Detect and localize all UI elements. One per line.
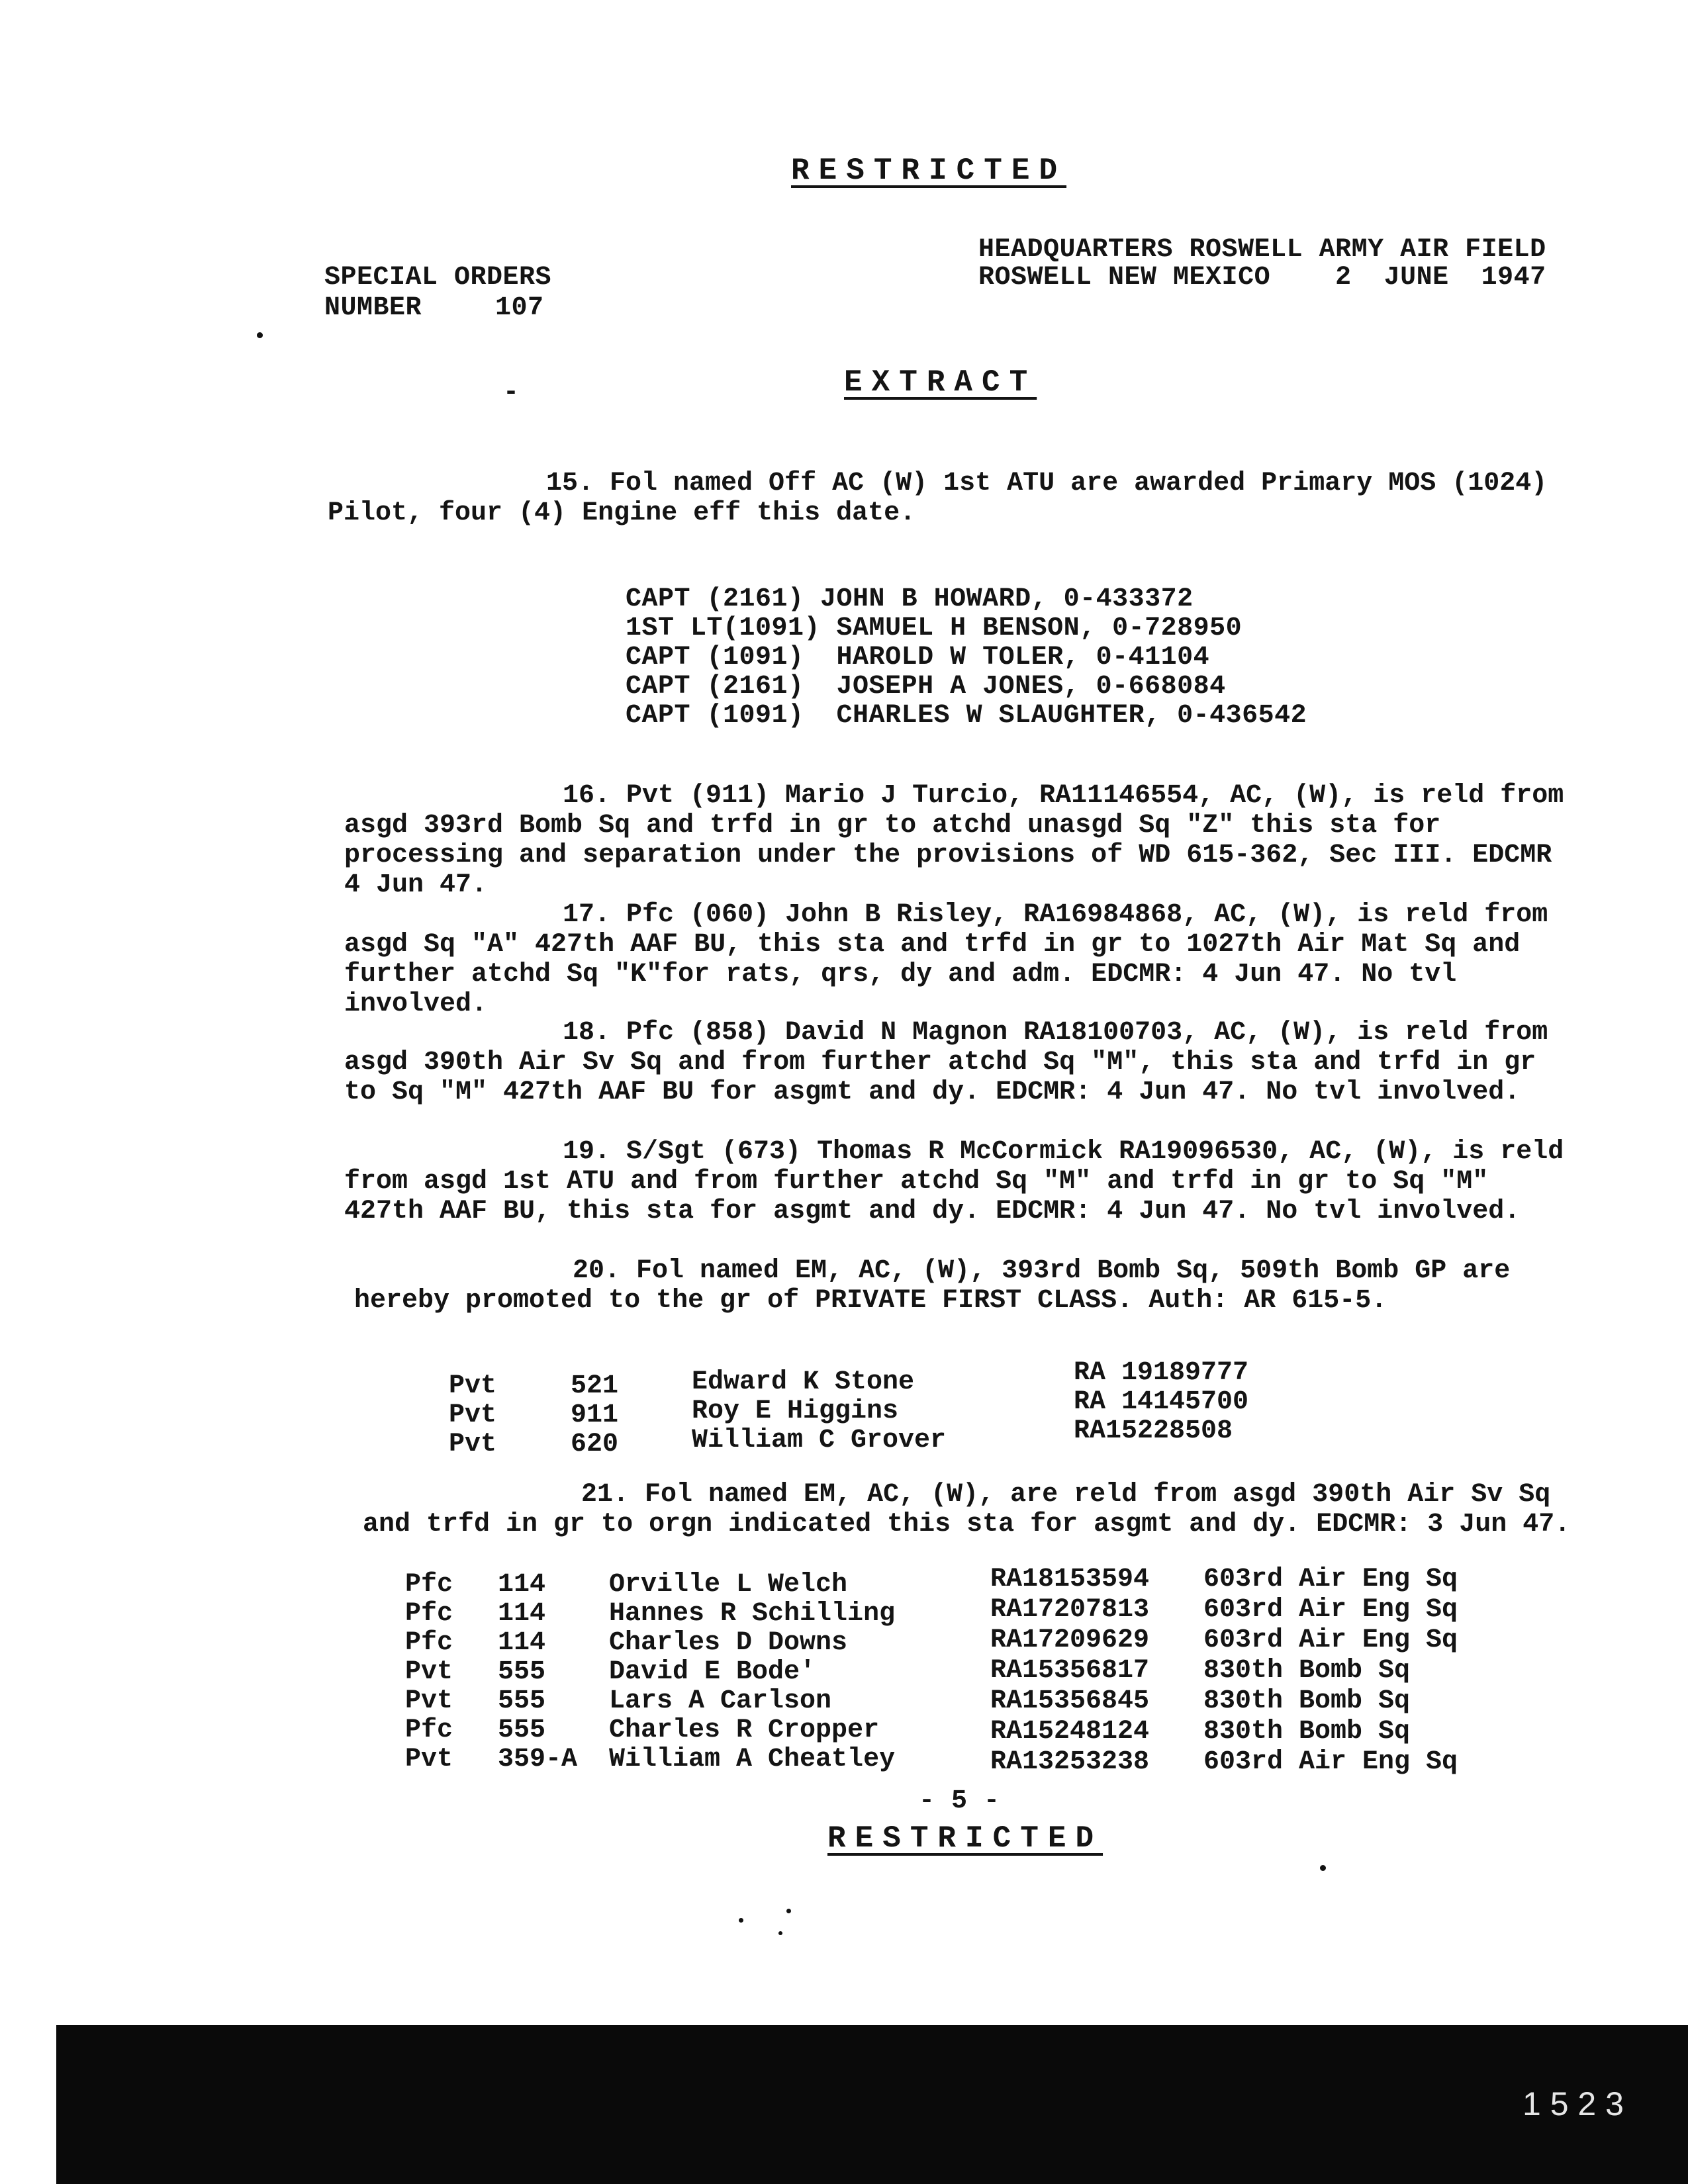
special-orders-label: SPECIAL ORDERS xyxy=(324,263,552,293)
promotion-row-name xyxy=(692,1367,914,1397)
promotion-row-name xyxy=(692,1426,946,1455)
restricted-heading-bottom: RESTRICTED xyxy=(827,1821,1103,1856)
transfer-row-serial: RA17207813 xyxy=(990,1595,1150,1625)
transfer-row-name: David E Bode' xyxy=(609,1657,816,1687)
name: William C Grover xyxy=(692,1426,947,1455)
headquarters-line-1: HEADQUARTERS ROSWELL ARMY AIR FIELD xyxy=(978,235,1546,265)
name: Edward K Stone xyxy=(692,1367,915,1397)
serial: RA 19189777 xyxy=(1074,1358,1249,1388)
transfer-row-name: Charles D Downs xyxy=(609,1628,848,1658)
speck xyxy=(778,1931,782,1935)
transfer-row-serial: RA17209629 xyxy=(990,1625,1150,1655)
grade: Pvt xyxy=(449,1400,497,1430)
officer-line-5: CAPT (1091) CHARLES W SLAUGHTER, 0-436542 xyxy=(626,701,1307,731)
grade: Pvt xyxy=(449,1371,497,1401)
transfer-row-serial: RA18153594 xyxy=(990,1565,1150,1594)
serial: RA15228508 xyxy=(1074,1416,1233,1446)
mos: 620 xyxy=(571,1430,619,1459)
promotion-row xyxy=(449,1430,496,1459)
paragraph-18: 18. Pfc (858) David N Magnon RA18100703, AC, (W), is reld from asgd 390th Air Sv Sq and from further atchd Sq "M", this sta and trfd in gr to Sq "M" 427th AAF BU for asgmt and dy. EDCMR: 4 Jun 47. No tvl involved. xyxy=(344,1018,1548,1107)
film-frame-number: 1 5 2 3 xyxy=(1523,2085,1624,2122)
headquarters-line-2: ROSWELL NEW MEXICO 2 JUNE 1947 xyxy=(978,263,1546,293)
officer-line-3: CAPT (1091) HAROLD W TOLER, 0-41104 xyxy=(626,643,1210,672)
transfer-row-name: Orville L Welch xyxy=(609,1570,848,1600)
promotion-row xyxy=(449,1400,496,1430)
grade: Pvt xyxy=(449,1430,497,1459)
number-value: 107 xyxy=(495,293,544,323)
paragraph-17: 17. Pfc (060) John B Risley, RA16984868, AC, (W), is reld from asgd Sq "A" 427th AAF BU, this sta and trfd in gr to 1027th Air Mat Sq and further atchd Sq "K"for rats, qrs, dy and adm. EDCMR: 4 Jun 47. No tvl involved. xyxy=(344,900,1548,1019)
transfer-row-unit: 830th Bomb Sq xyxy=(1203,1717,1411,1747)
transfer-row-mos: 555 xyxy=(498,1657,546,1687)
transfer-row-mos: 359-A xyxy=(498,1745,578,1774)
transfer-row-grade: Pfc xyxy=(405,1599,453,1629)
officer-line-4: CAPT (2161) JOSEPH A JONES, 0-668084 xyxy=(626,672,1226,702)
extract-heading: EXTRACT xyxy=(844,365,1037,400)
number-label: NUMBER xyxy=(324,293,422,323)
transfer-row-mos: 555 xyxy=(498,1686,546,1716)
officer-line-2: 1ST LT(1091) SAMUEL H BENSON, 0-728950 xyxy=(626,614,1243,643)
transfer-row-grade: Pvt xyxy=(405,1657,453,1687)
transfer-row-unit: 603rd Air Eng Sq xyxy=(1203,1625,1458,1655)
transfer-row-unit: 830th Bomb Sq xyxy=(1203,1686,1411,1716)
transfer-row-mos: 114 xyxy=(498,1570,546,1600)
name: Roy E Higgins xyxy=(692,1396,899,1426)
transfer-row-grade: Pvt xyxy=(405,1745,453,1774)
promotion-row-serial xyxy=(1074,1387,1248,1417)
mos: 911 xyxy=(571,1400,619,1430)
transfer-row-unit: 603rd Air Eng Sq xyxy=(1203,1747,1458,1777)
promotion-row-mos xyxy=(571,1371,618,1401)
transfer-row-name: Charles R Cropper xyxy=(609,1715,880,1745)
speck xyxy=(739,1918,743,1923)
transfer-row-serial: RA15356845 xyxy=(990,1686,1150,1716)
dash-mark: - xyxy=(503,378,520,408)
speck xyxy=(1320,1865,1326,1871)
transfer-row-name: William A Cheatley xyxy=(609,1745,896,1774)
transfer-row-grade: Pfc xyxy=(405,1628,453,1658)
mos: 521 xyxy=(571,1371,619,1401)
promotion-row xyxy=(449,1371,496,1401)
transfer-row-unit: 830th Bomb Sq xyxy=(1203,1656,1411,1686)
transfer-row-serial: RA13253238 xyxy=(990,1747,1150,1777)
promotion-row-serial xyxy=(1074,1358,1248,1388)
page-number: - 5 - xyxy=(919,1786,1000,1816)
transfer-row-grade: Pvt xyxy=(405,1686,453,1716)
restricted-heading-top: RESTRICTED xyxy=(791,154,1067,188)
paragraph-19: 19. S/Sgt (673) Thomas R McCormick RA19096530, AC, (W), is reld from asgd 1st ATU and from further atchd Sq "M" and trfd in gr to Sq "M" 427th AAF BU, this sta for asgmt and dy. EDCMR: 4 Jun 47. No tvl involved. xyxy=(344,1137,1564,1226)
transfer-row-name: Hannes R Schilling xyxy=(609,1599,896,1629)
paragraph-15: 15. Fol named Off AC (W) 1st ATU are awarded Primary MOS (1024) Pilot, four (4) Engine eff this date. xyxy=(328,469,1548,528)
transfer-row-grade: Pfc xyxy=(405,1715,453,1745)
transfer-row-serial: RA15356817 xyxy=(990,1656,1150,1686)
paragraph-20: 20. Fol named EM, AC, (W), 393rd Bomb Sq, 509th Bomb GP are hereby promoted to the gr of PRIVATE FIRST CLASS. Auth: AR 615-5. xyxy=(354,1256,1511,1316)
speck-left xyxy=(257,332,263,338)
paragraph-16: 16. Pvt (911) Mario J Turcio, RA11146554, AC, (W), is reld from asgd 393rd Bomb Sq and trfd in gr to atchd unasgd Sq "Z" this sta for processing and separation under the provisions of WD 615-362, Sec III. EDCMR 4 Jun 47. xyxy=(344,781,1564,900)
promotion-row-mos xyxy=(571,1430,618,1459)
officer-line-1: CAPT (2161) JOHN B HOWARD, 0-433372 xyxy=(626,584,1194,614)
film-edge-bar xyxy=(56,2025,1688,2184)
paragraph-21: 21. Fol named EM, AC, (W), are reld from asgd 390th Air Sv Sq and trfd in gr to orgn indicated this sta for asgmt and dy. EDCMR: 3 Jun 47. xyxy=(363,1480,1571,1539)
promotion-row-serial xyxy=(1074,1416,1233,1446)
promotion-row-mos xyxy=(571,1400,618,1430)
promotion-row-name xyxy=(692,1396,898,1426)
transfer-row-mos: 555 xyxy=(498,1715,546,1745)
transfer-row-serial: RA15248124 xyxy=(990,1717,1150,1747)
transfer-row-mos: 114 xyxy=(498,1628,546,1658)
transfer-row-unit: 603rd Air Eng Sq xyxy=(1203,1595,1458,1625)
transfer-row-mos: 114 xyxy=(498,1599,546,1629)
serial: RA 14145700 xyxy=(1074,1387,1249,1417)
transfer-row-grade: Pfc xyxy=(405,1570,453,1600)
speck xyxy=(786,1909,791,1913)
transfer-row-unit: 603rd Air Eng Sq xyxy=(1203,1565,1458,1594)
transfer-row-name: Lars A Carlson xyxy=(609,1686,832,1716)
